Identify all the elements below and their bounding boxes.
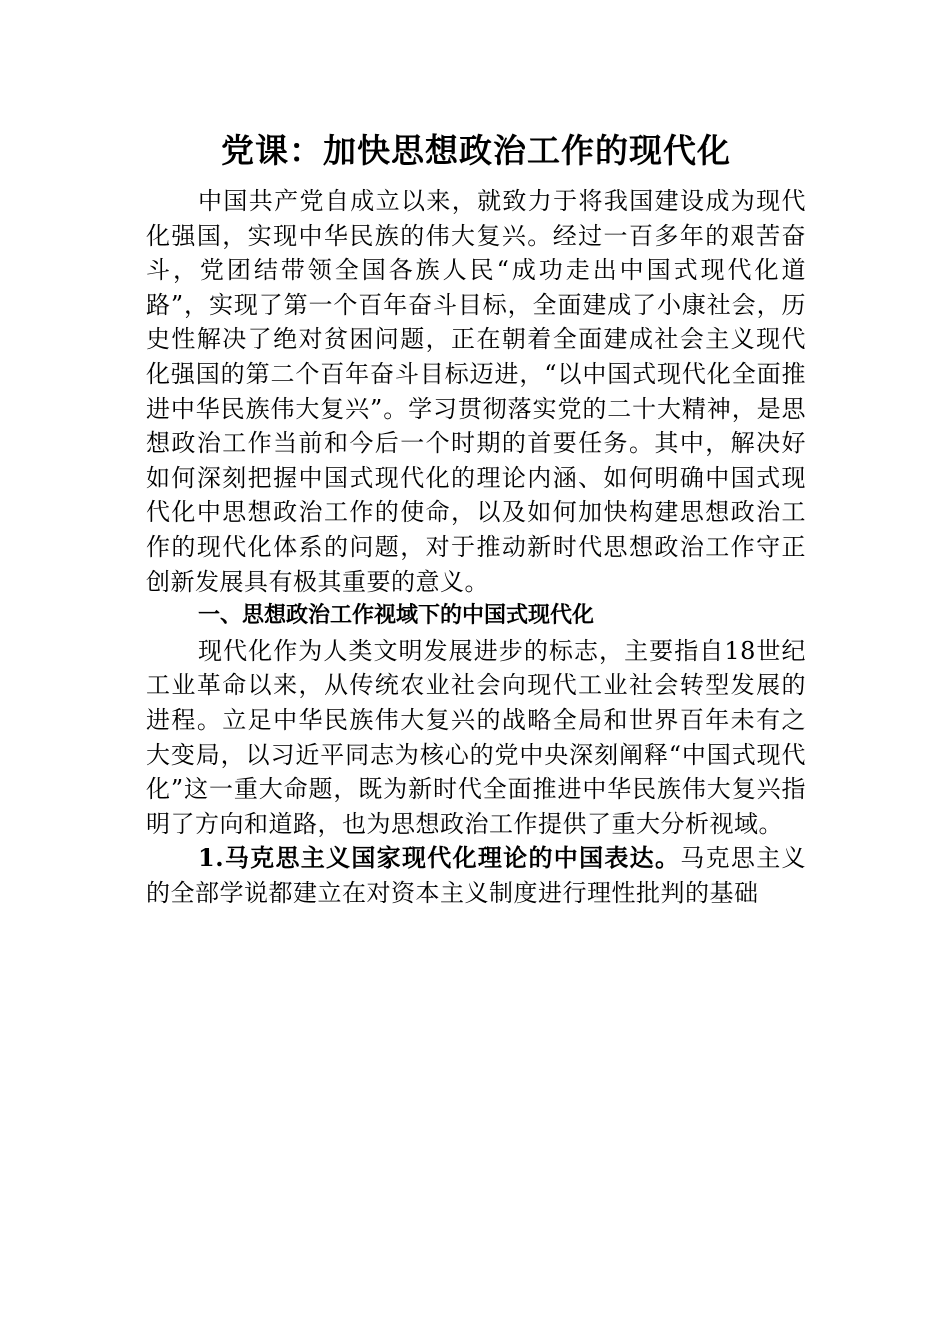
intro-paragraph: 中国共产党自成立以来，就致力于将我国建设成为现代化强国，实现中华民族的伟大复兴。经过一百多年的艰苦奋斗，党团结带领全国各族人民“成功走出中国式现代化道路”，实现了第一个百年奋斗目标，全面建成了小康社会，历史性解决了绝对贫困问题，正在朝着全面建成社会主义现代化强国的第二个百年奋斗目标迈进，“以中国式现代化全面推进中华民族伟大复兴”。学习贯彻落实党的二十大精神，是思想政治工作当前和今后一个时期的首要任务。其中，解决好如何深刻把握中国式现代化的理论内涵、如何明确中国式现代化中思想政治工作的使命，以及如何加快构建思想政治工作的现代化体系的问题，对于推动新时代思想政治工作守正创新发展具有极其重要的意义。 [146, 187, 806, 596]
section-paragraph: 现代化作为人类文明发展进步的标志，主要指自18世纪工业革命以来，从传统农业社会向现代工业社会转型发展的进程。立足中华民族伟大复兴的战略全局和世界百年未有之大变局，以习近平同志为核心的党中央深刻阐释“中国式现代化”这一重大命题，既为新时代全面推进中华民族伟大复兴指明了方向和道路，也为思想政治工作提供了重大分析视域。 [146, 636, 806, 838]
point-paragraph [146, 841, 806, 910]
section-heading: 一、思想政治工作视域下的中国式现代化 [198, 603, 595, 629]
point-text: 马克思主义的全部学说都建立在对资本主义制度进行理性批判的基础 [146, 844, 807, 907]
point-lead: 1.马克思主义国家现代化理论的中国表达。 [198, 843, 681, 873]
document-content [146, 128, 806, 910]
document-title: 党课：加快思想政治工作的现代化 [221, 131, 731, 170]
